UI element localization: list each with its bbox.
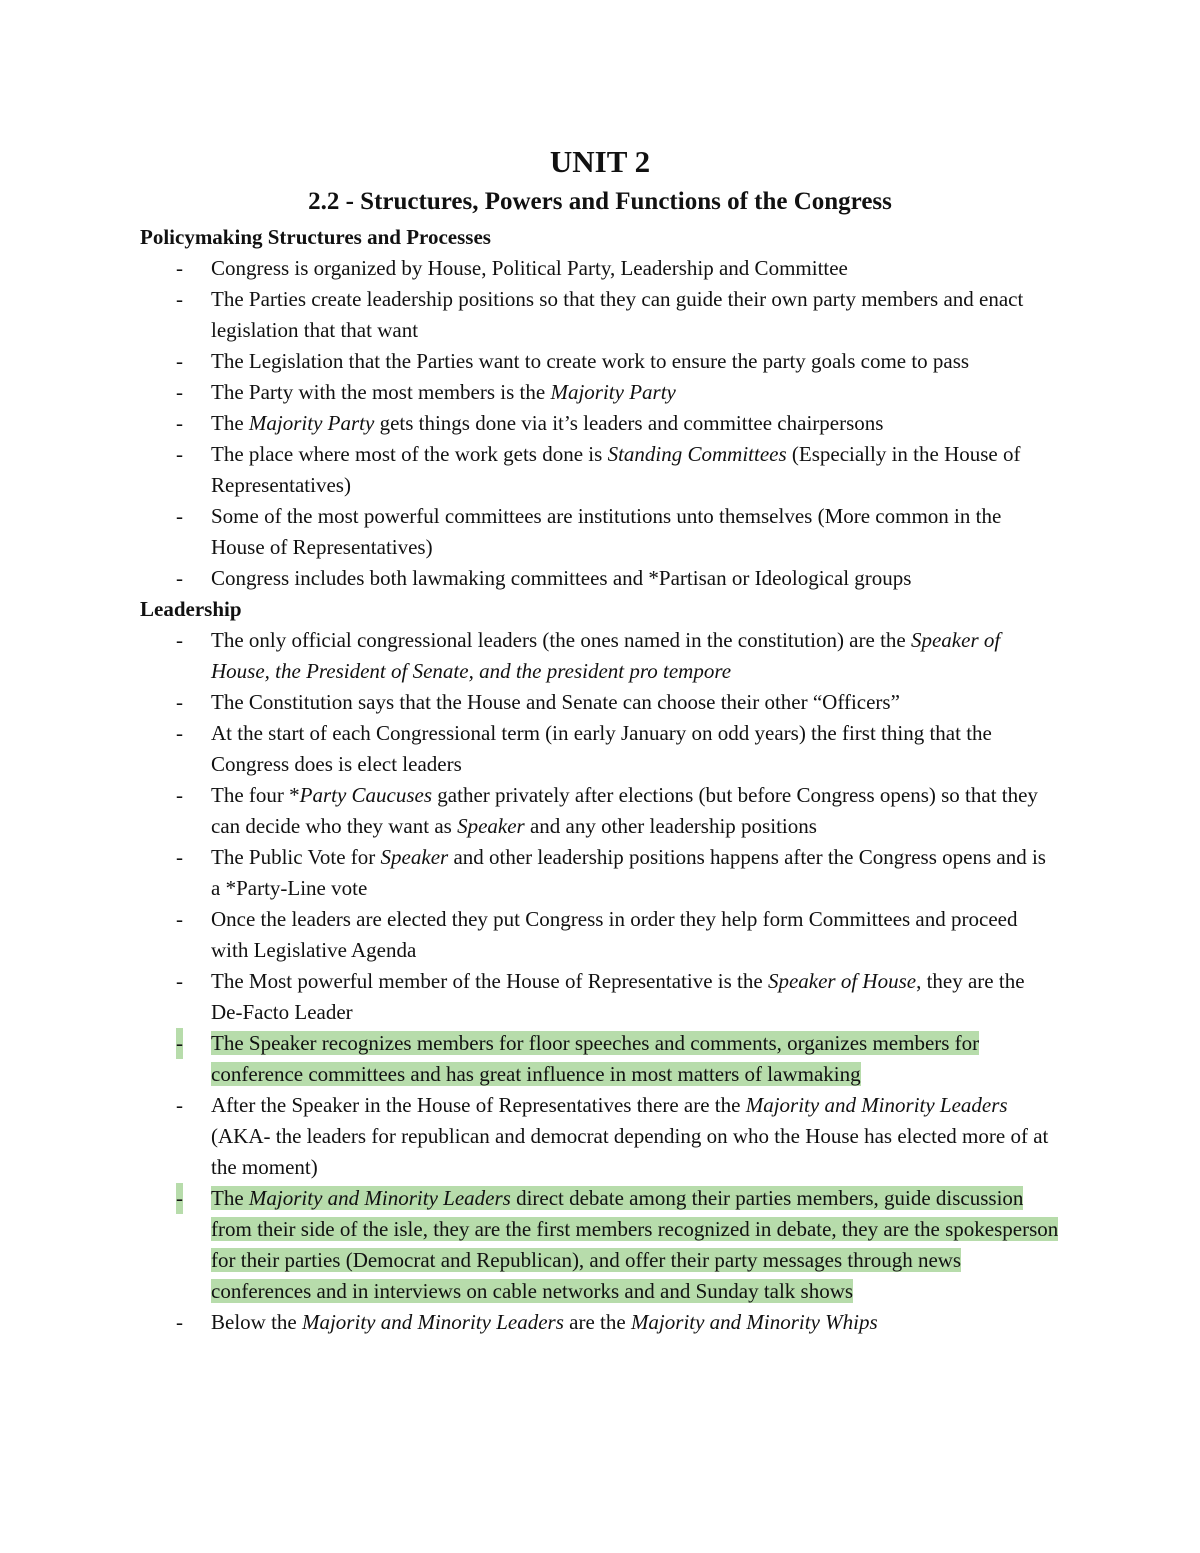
text-run: The — [211, 1186, 249, 1210]
list-item-text — [211, 380, 676, 404]
italic-term: Majority and Minority Leaders — [745, 1093, 1008, 1117]
section-heading: Policymaking Structures and Processes — [140, 225, 491, 249]
list-item — [140, 904, 1060, 966]
list-item-text — [211, 349, 969, 373]
list-item — [140, 625, 1060, 687]
bullet-dash: - — [176, 411, 183, 435]
text-run: The — [211, 411, 249, 435]
italic-term: Majority Party — [550, 380, 676, 404]
bullet-dash: - — [176, 1310, 183, 1334]
unit-title: UNIT 2 — [549, 144, 651, 179]
list-item — [140, 687, 1060, 718]
bullet-dash: - — [176, 845, 183, 869]
italic-term: Speaker — [457, 814, 525, 838]
list-item-text — [211, 907, 1017, 962]
list-item — [140, 408, 1060, 439]
bullet-list — [140, 253, 1060, 594]
text-run: The only official congressional leaders (the ones named in the constitution) are the — [211, 628, 911, 652]
text-run: are the — [563, 1310, 631, 1334]
text-run: Below the — [211, 1310, 302, 1334]
list-item-text — [211, 256, 848, 280]
bullet-dash: - — [176, 256, 183, 280]
list-item-text — [211, 783, 1038, 838]
bullet-dash: - — [176, 907, 183, 931]
highlighted-list-item — [140, 1183, 1060, 1307]
bullet-list — [140, 625, 1060, 1338]
bullet-dash: - — [176, 504, 183, 528]
text-run: (AKA- the leaders for republican and democrat depending on who the House has elected more of at the moment) — [211, 1124, 1049, 1179]
list-item — [140, 1307, 1060, 1338]
list-item — [140, 253, 1060, 284]
bullet-dash: - — [176, 1093, 183, 1117]
text-run: (Especially in the House of Representatives) — [211, 442, 1021, 497]
text-run: Some of the most powerful committees are institutions unto themselves (More common in the House of Representatives) — [211, 504, 1002, 559]
text-run: and any other leadership positions — [524, 814, 817, 838]
text-run: After the Speaker in the House of Representatives there are the — [211, 1093, 746, 1117]
list-item — [140, 284, 1060, 346]
section-heading: Leadership — [140, 597, 242, 621]
text-run: Once the leaders are elected they put Congress in order they help form Committees and proceed with Legislative Agenda — [211, 907, 1018, 962]
list-item-text — [211, 721, 992, 776]
bullet-dash: - — [176, 380, 183, 404]
list-item-text — [211, 566, 911, 590]
list-item-text — [211, 1093, 1048, 1179]
text-run: The Parties create leadership positions so that they can guide their own party members and enact legislation that that want — [211, 287, 1024, 342]
list-item-text — [211, 1031, 979, 1086]
list-item — [140, 439, 1060, 501]
italic-term: Speaker of House — [767, 969, 917, 993]
list-item — [140, 966, 1060, 1028]
italic-term: Speaker of House, the President of Senate, and the president pro tempore — [211, 628, 1001, 683]
text-run: gets things done via it’s leaders and committee chairpersons — [374, 411, 884, 435]
text-run: The Party with the most members is the — [211, 380, 551, 404]
list-item-text — [211, 411, 883, 435]
italic-term: Majority and Minority Leaders — [248, 1186, 511, 1210]
list-item-text — [211, 845, 1046, 900]
list-item — [140, 377, 1060, 408]
text-run: The Public Vote for — [211, 845, 381, 869]
text-run: The Most powerful member of the House of Representative is the — [211, 969, 768, 993]
text-run: The Legislation that the Parties want to create work to ensure the party goals come to pass — [211, 349, 970, 373]
bullet-dash: - — [176, 1183, 183, 1214]
bullet-dash: - — [176, 969, 183, 993]
text-run: The Speaker recognizes members for floor speeches and comments, organizes members for conference committees and has great influence in most matters of lawmaking — [211, 1031, 980, 1086]
text-run: , they are the De-Facto Leader — [211, 969, 1025, 1024]
italic-term: Speaker — [380, 845, 449, 869]
text-run: Congress is organized by House, Political Party, Leadership and Committee — [211, 256, 848, 280]
italic-term: Majority and Minority Leaders — [301, 1310, 564, 1334]
list-item — [140, 842, 1060, 904]
list-item-text — [211, 504, 1001, 559]
list-item — [140, 501, 1060, 563]
bullet-dash: - — [176, 690, 183, 714]
text-run: direct debate among their parties members, guide discussion from their side of the isle, they are the first members recognized in debate, they are the spokesperson for their parties (Democrat and Republican), and offer their party messages through news conferences and in interviews on cable networks and and Sunday talk shows — [211, 1186, 1059, 1303]
italic-term: Majority and Minority Whips — [630, 1310, 878, 1334]
list-item-text — [211, 1310, 878, 1334]
list-item-text — [211, 690, 900, 714]
text-run: and other leadership positions happens after the Congress opens and is a *Party-Line vote — [211, 845, 1046, 900]
text-run: The four * — [211, 783, 300, 807]
list-item — [140, 780, 1060, 842]
list-item-text — [211, 287, 1023, 342]
text-run: The place where most of the work gets done is — [211, 442, 608, 466]
sections-container — [140, 222, 1060, 1338]
text-run: Congress includes both lawmaking committees and *Partisan or Ideological groups — [211, 566, 912, 590]
list-item-text — [211, 969, 1025, 1024]
list-item — [140, 346, 1060, 377]
bullet-dash: - — [176, 566, 183, 590]
bullet-dash: - — [176, 442, 183, 466]
bullet-dash: - — [176, 721, 183, 745]
text-run: At the start of each Congressional term (in early January on odd years) the first thing that the Congress does is elect leaders — [211, 721, 992, 776]
list-item — [140, 563, 1060, 594]
bullet-dash: - — [176, 1028, 183, 1059]
italic-term: Party Caucuses — [299, 783, 433, 807]
list-item — [140, 718, 1060, 780]
bullet-dash: - — [176, 628, 183, 652]
text-run: The Constitution says that the House and Senate can choose their other “Officers” — [211, 690, 900, 714]
text-run: gather privately after elections (but before Congress opens) so that they can decide who they want as — [211, 783, 1038, 838]
bullet-dash: - — [176, 783, 183, 807]
list-item-text — [211, 442, 1021, 497]
bullet-dash: - — [176, 349, 183, 373]
italic-term: Standing Committees — [607, 442, 787, 466]
bullet-dash: - — [176, 287, 183, 311]
lesson-subtitle: 2.2 - Structures, Powers and Functions of the Congress — [308, 188, 892, 215]
list-item — [140, 1090, 1060, 1183]
italic-term: Majority Party — [248, 411, 375, 435]
list-item-text — [211, 1186, 1058, 1303]
list-item-text — [211, 628, 1000, 683]
highlighted-list-item — [140, 1028, 1060, 1090]
